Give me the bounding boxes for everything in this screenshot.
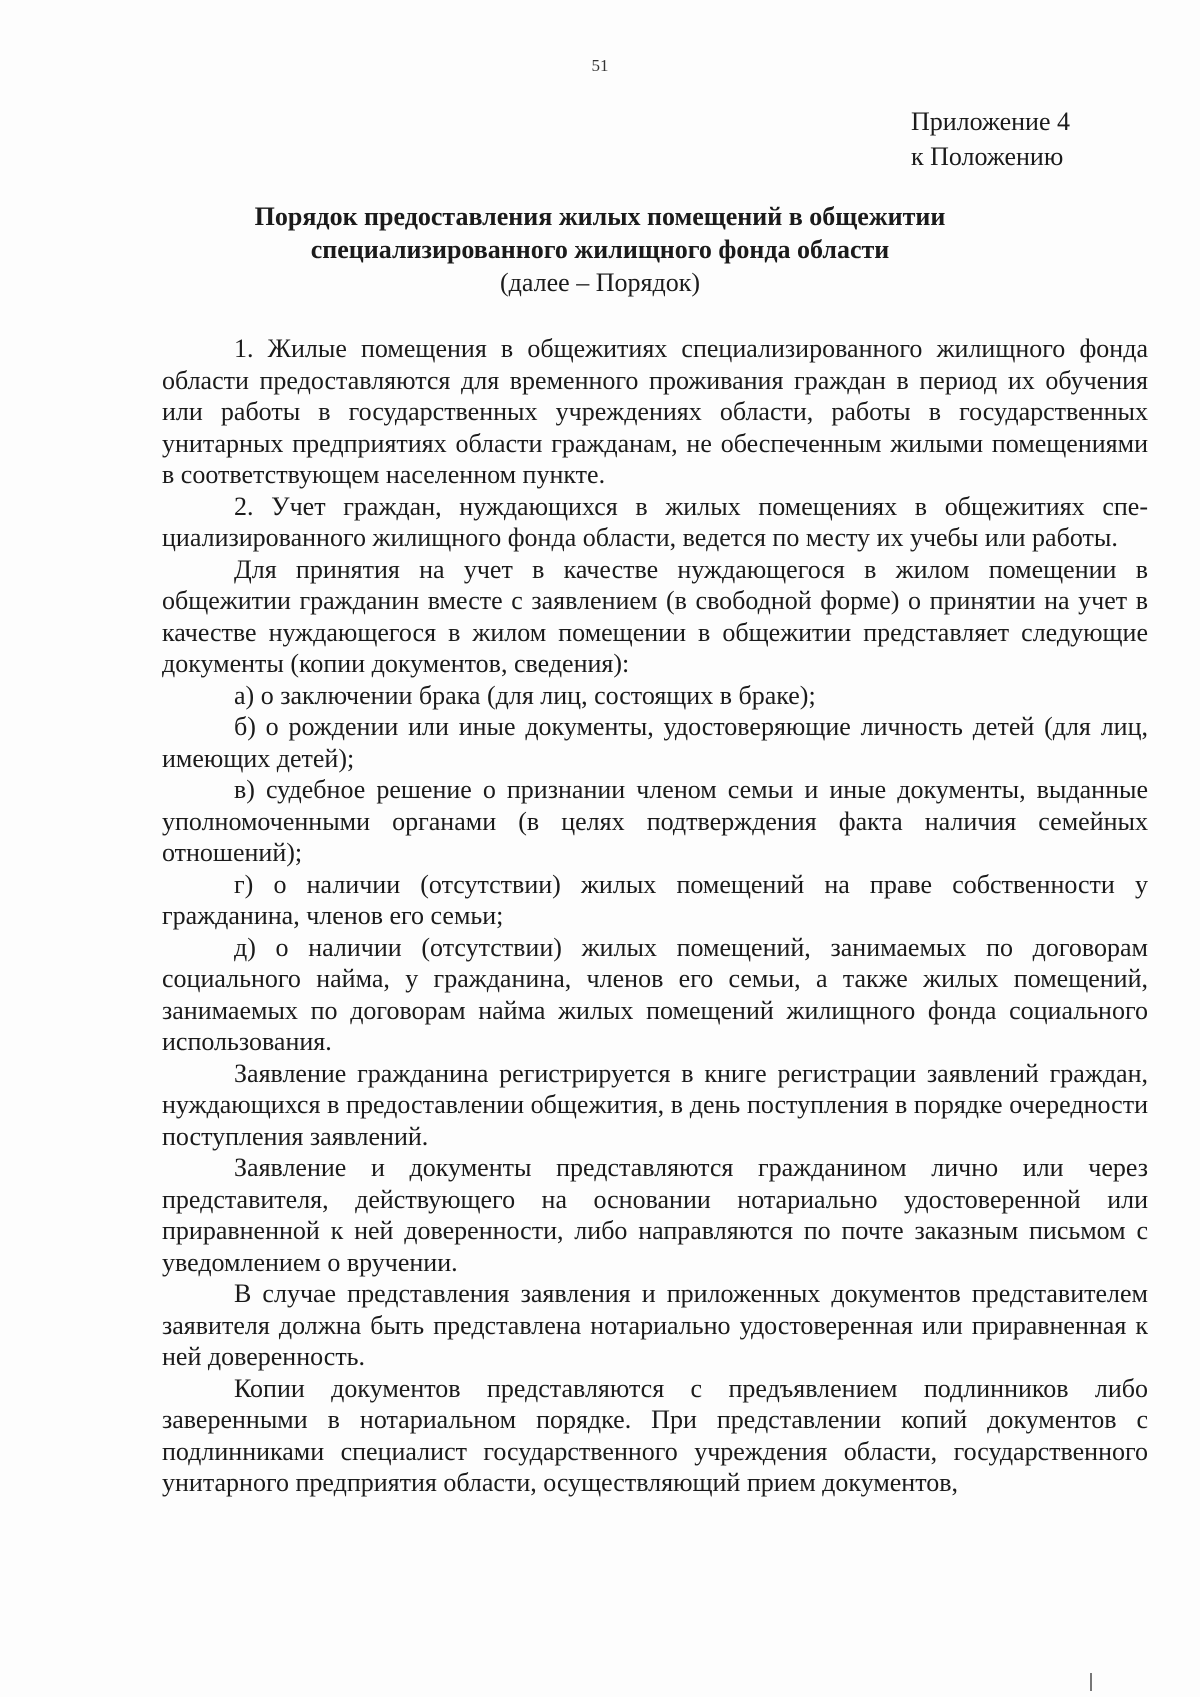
list-item-b: б) о рождении или иные документы, удостоверяющие личность детей (для лиц, имеющих детей); xyxy=(162,712,1148,773)
list-item-a: а) о заключении брака (для лиц, состоящих в браке); xyxy=(234,680,816,710)
appendix-line-2: к Положению xyxy=(910,142,1064,171)
paragraph-3: Для принятия на учет в качестве нуждающегося в жилом помещении в общежитии гражданин вместе с заявлением (в свободной форме) о принятии на учет в качестве нуждающегося в жилом помещении в общежитии представляет следующие документы (копии документов, сведения): xyxy=(162,554,1148,678)
paragraph-copies: Копии документов представляются с предъявлением подлинников либо заверенными в нотариальном порядке. При представлении копий документов с подлинниками специалист государственного учреждения области, государственного унитарного предприятия области, осуществляющий прием документов, xyxy=(162,1373,1148,1497)
appendix-reference xyxy=(911,104,1070,174)
list-item-g: г) о наличии (отсутствии) жилых помещений на праве собственности у гражданина, членов его семьи; xyxy=(162,869,1148,930)
title-line-3: (далее – Порядок) xyxy=(500,268,700,297)
scan-margin-mark xyxy=(1090,1673,1092,1691)
list-item-v: в) судебное решение о признании членом семьи и иные документы, выданные уполномоченными органами (в целях подтверждения факта наличия семейных отношений); xyxy=(162,775,1148,867)
paragraph-representative: В случае представления заявления и приложенных документов представителем заявителя должна быть представлена нотариально удостоверенная или приравненная к ней доверенность. xyxy=(162,1279,1148,1371)
appendix-line-1: Приложение 4 xyxy=(910,107,1070,136)
title-line-2: специализированного жилищного фонда области xyxy=(310,235,890,264)
paragraph-2: 2. Учет граждан, нуждающихся в жилых помещениях в общежитиях специализированного жилищного фонда области, ведется по месту их учебы или работы. xyxy=(162,491,1148,552)
paragraph-registration: Заявление гражданина регистрируется в книге регистрации заявлений граждан, нуждающихся в предоставлении общежития, в день поступления в порядке очередности поступления заявлений. xyxy=(162,1058,1148,1151)
title-line-1: Порядок предоставления жилых помещений в общежитии xyxy=(254,202,946,231)
document-body xyxy=(162,333,1148,1499)
paragraph-submission: Заявление и документы представляются гражданином лично или через представителя, действующего на основании нотариально удостоверенной или приравненной к ней доверенности, либо направляются по почте заказным письмом с уведомлением о вручении. xyxy=(162,1153,1148,1277)
paragraph-1: 1. Жилые помещения в общежитиях специализированного жилищного фонда области предоставляются для временного проживания граждан в период их обучения или работы в государственных учреждениях области, работы в государственных унитарных предприятиях области гражданам, не обеспеченным жилыми помещениями в соответствующем населенном пункте. xyxy=(162,334,1148,489)
page-number: 51 xyxy=(591,56,609,75)
document-title xyxy=(160,200,1040,299)
list-item-d: д) о наличии (отсутствии) жилых помещений, занимаемых по договорам социального найма, у гражданина, членов его семьи, а также жилых помещений, занимаемых по договорам найма жилых помещений жилищного фонда социального использования. xyxy=(162,932,1148,1056)
